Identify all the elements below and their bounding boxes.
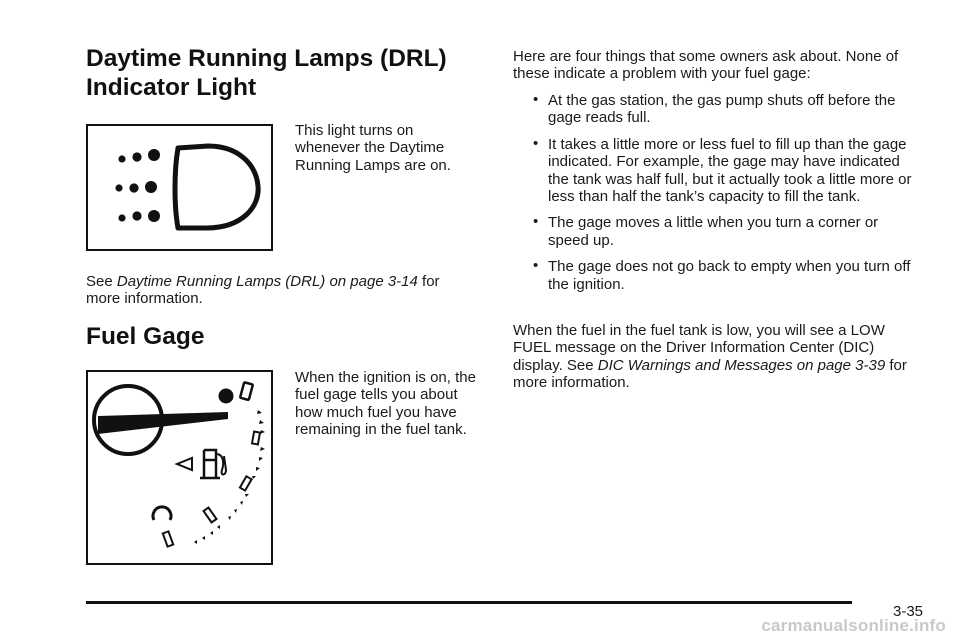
low-fuel-text: When the fuel in the fuel tank is low, you will see a LOW FUEL message on the Driver Information Center (DIC) display. See — [513, 322, 885, 374]
list-item: • The gage does not go back to empty when you turn off the ignition. — [533, 257, 911, 293]
drl-title-line1: Daytime Running Lamps (DRL) — [86, 45, 447, 72]
drl-ref-link[interactable]: Daytime Running Lamps (DRL) on page 3-14 — [116, 273, 418, 290]
low-fuel-link[interactable]: DIC Warnings and Messages on page 3-39 — [597, 356, 886, 374]
footer-rule — [86, 601, 852, 604]
page-number: 3-35 — [893, 603, 924, 620]
watermark: carmanualsonline.info — [761, 616, 946, 635]
list-item: • The gage moves a little when you turn a corner or speed up. — [533, 213, 879, 249]
drl-title-line2: Indicator Light — [86, 74, 257, 101]
fuel-title: Fuel Gage — [86, 323, 205, 350]
owner-questions-list — [521, 92, 923, 302]
drl-reference — [86, 273, 476, 308]
fuel-description: When the ignition is on, the fuel gage tells you about how much fuel you have remaining in the fuel tank. — [295, 369, 476, 439]
drl-ref-suffix: for more information. — [86, 273, 440, 308]
low-fuel-paragraph — [513, 322, 923, 392]
fuel-gage-figure — [86, 370, 273, 565]
owner-questions-intro: Here are four things that some owners ask about. None of these indicate a problem with your fuel gage: — [513, 48, 899, 83]
list-item: • At the gas station, the gas pump shuts off before the gage reads full. — [533, 91, 896, 127]
fuel-gage-icon — [88, 372, 271, 563]
drl-ref-prefix: See — [86, 273, 113, 290]
drl-indicator-icon — [88, 126, 271, 249]
drl-indicator-figure — [86, 124, 273, 251]
low-fuel-suffix: for more information. — [513, 356, 907, 392]
drl-heading — [86, 44, 486, 102]
list-item: • It takes a little more or less fuel to fill up than the gage indicated. For example, the gage may have indicated the tank was half full, but it actually took a little more or less than half the tank’s capacity to fill the tank. — [533, 134, 912, 206]
drl-description: This light turns on whenever the Daytime Running Lamps are on. — [295, 122, 451, 174]
